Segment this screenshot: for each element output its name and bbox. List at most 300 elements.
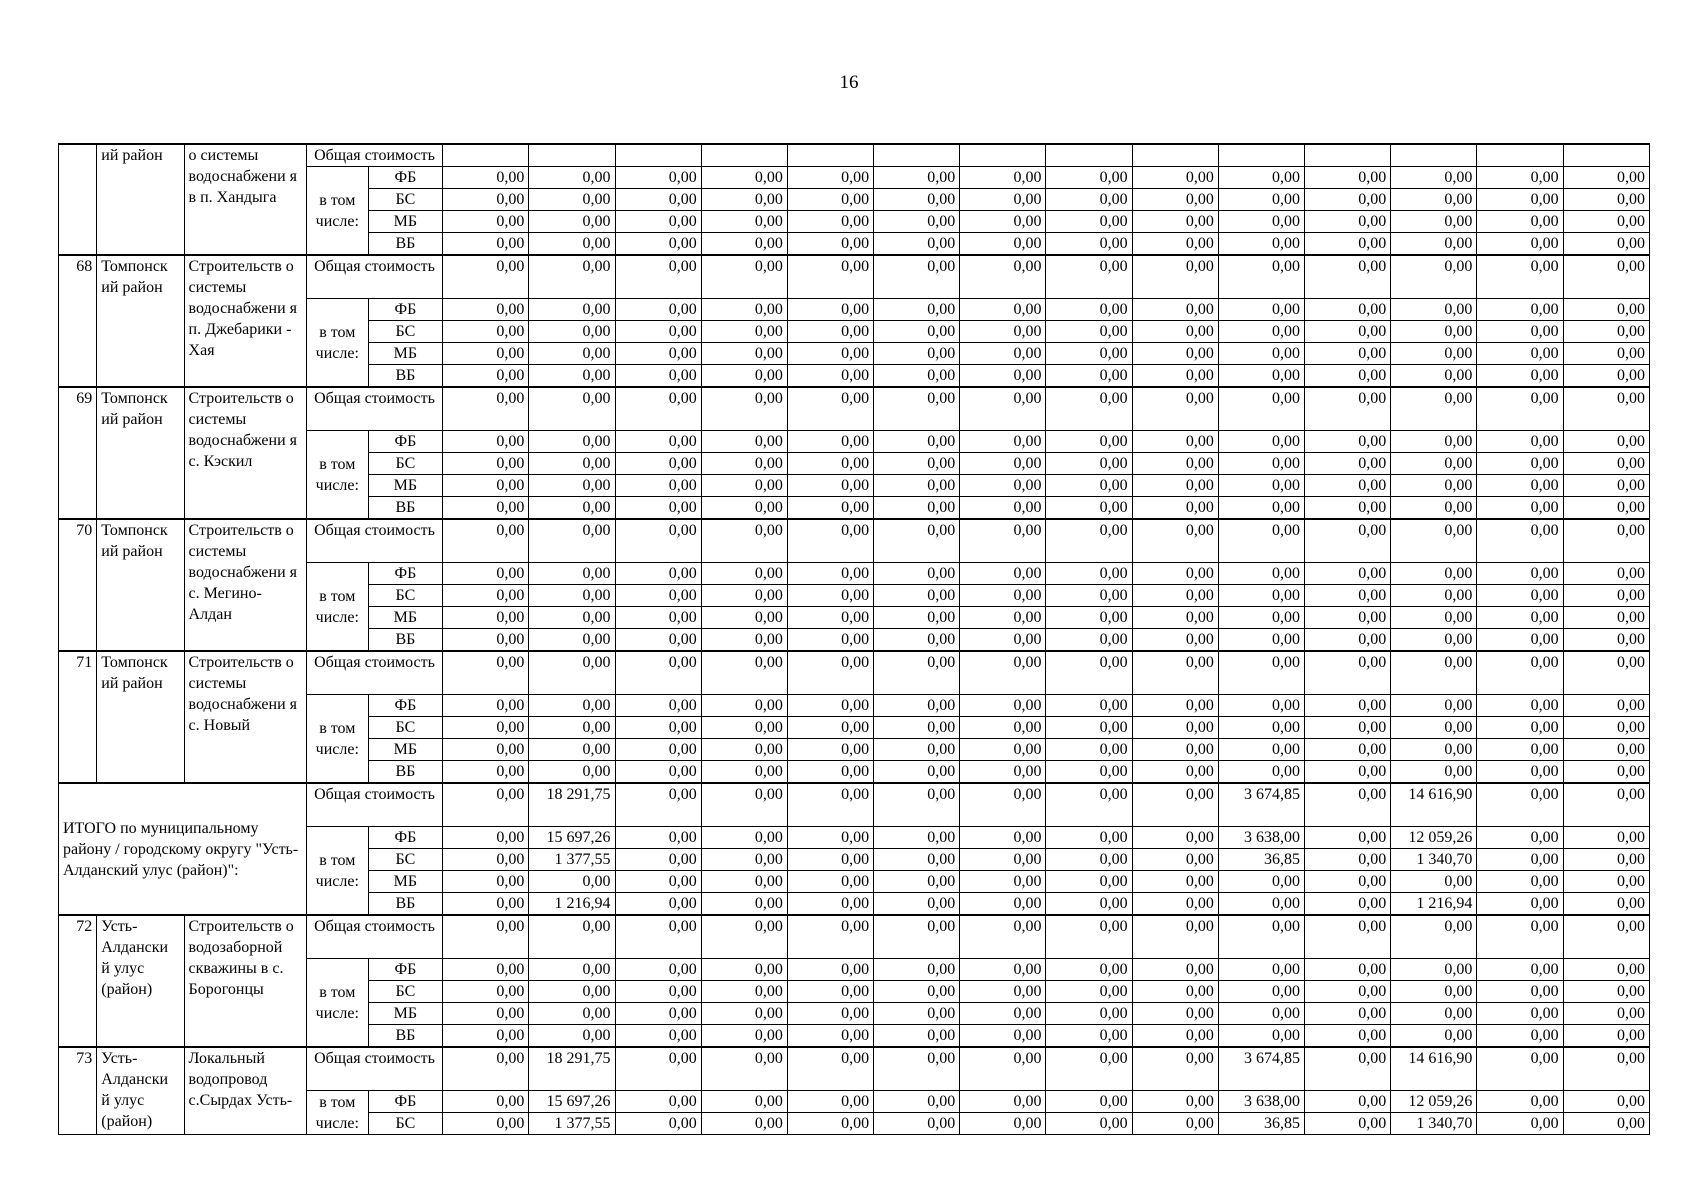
value-cell: 0,00	[874, 453, 960, 475]
value-cell: 0,00	[874, 1091, 960, 1113]
value-cell: 0,00	[1132, 189, 1218, 211]
total-cost-label: Общая стоимость	[306, 915, 442, 959]
value-cell: 0,00	[615, 783, 701, 827]
value-cell: 0,00	[615, 1025, 701, 1048]
value-cell: 0,00	[960, 1047, 1046, 1091]
funding-source-label: ФБ	[368, 959, 442, 981]
value-cell: 0,00	[787, 695, 873, 717]
value-cell: 0,00	[1477, 981, 1563, 1003]
value-cell: 0,00	[1563, 871, 1649, 893]
value-cell: 0,00	[701, 167, 787, 189]
value-cell: 0,00	[615, 1113, 701, 1135]
value-cell: 0,00	[1563, 651, 1649, 695]
value-cell: 0,00	[1132, 585, 1218, 607]
value-cell: 0,00	[1046, 783, 1132, 827]
value-cell: 0,00	[1391, 1003, 1477, 1025]
total-cost-label: Общая стоимость	[306, 144, 442, 167]
value-cell: 0,00	[1305, 893, 1391, 916]
value-cell: 0,00	[1218, 871, 1304, 893]
value-cell: 0,00	[874, 167, 960, 189]
funding-source-label: БС	[368, 849, 442, 871]
value-cell: 0,00	[1046, 871, 1132, 893]
value-cell: 0,00	[1218, 475, 1304, 497]
value-cell: 0,00	[1046, 1003, 1132, 1025]
value-cell: 0,00	[874, 1113, 960, 1135]
value-cell: 0,00	[787, 233, 873, 256]
value-cell: 0,00	[1391, 871, 1477, 893]
value-cell: 0,00	[1563, 959, 1649, 981]
value-cell: 0,00	[443, 343, 529, 365]
including-label: в том числе:	[306, 299, 368, 388]
value-cell: 0,00	[1563, 607, 1649, 629]
value-cell: 0,00	[1305, 1113, 1391, 1135]
value-cell: 1 216,94	[1391, 893, 1477, 916]
table-row	[59, 783, 1650, 827]
value-cell: 0,00	[443, 453, 529, 475]
value-cell: 0,00	[615, 189, 701, 211]
value-cell: 0,00	[787, 321, 873, 343]
value-cell: 0,00	[1563, 475, 1649, 497]
value-cell: 0,00	[443, 959, 529, 981]
funding-source-label: МБ	[368, 1003, 442, 1025]
value-cell: 0,00	[787, 387, 873, 431]
value-cell: 0,00	[529, 519, 615, 563]
value-cell: 0,00	[1218, 563, 1304, 585]
value-cell: 0,00	[1305, 607, 1391, 629]
value-cell: 0,00	[1305, 431, 1391, 453]
value-cell: 0,00	[443, 431, 529, 453]
funding-source-label: БС	[368, 189, 442, 211]
value-cell	[1477, 144, 1563, 167]
value-cell: 0,00	[874, 321, 960, 343]
value-cell: 0,00	[615, 849, 701, 871]
value-cell: 15 697,26	[529, 1091, 615, 1113]
value-cell: 0,00	[874, 585, 960, 607]
value-cell: 0,00	[701, 233, 787, 256]
funding-source-label: МБ	[368, 739, 442, 761]
value-cell: 0,00	[960, 233, 1046, 256]
value-cell: 0,00	[1477, 629, 1563, 652]
including-label: в том числе:	[306, 959, 368, 1048]
value-cell: 0,00	[1305, 915, 1391, 959]
value-cell: 0,00	[1132, 1025, 1218, 1048]
value-cell: 0,00	[787, 893, 873, 916]
value-cell: 0,00	[701, 717, 787, 739]
value-cell: 0,00	[1218, 1003, 1304, 1025]
value-cell: 0,00	[874, 827, 960, 849]
value-cell: 0,00	[1391, 167, 1477, 189]
value-cell: 0,00	[701, 783, 787, 827]
value-cell: 0,00	[1046, 1047, 1132, 1091]
value-cell: 0,00	[1305, 783, 1391, 827]
value-cell: 0,00	[1218, 981, 1304, 1003]
district-name: Томпонск ий район	[97, 651, 184, 783]
value-cell: 0,00	[701, 211, 787, 233]
value-cell: 0,00	[1218, 299, 1304, 321]
value-cell: 3 674,85	[1218, 1047, 1304, 1091]
value-cell: 0,00	[1563, 1047, 1649, 1091]
value-cell: 0,00	[1218, 255, 1304, 299]
value-cell: 0,00	[1046, 585, 1132, 607]
value-cell: 0,00	[1477, 1025, 1563, 1048]
value-cell: 0,00	[1563, 233, 1649, 256]
value-cell: 0,00	[1563, 211, 1649, 233]
value-cell: 0,00	[1046, 321, 1132, 343]
value-cell: 0,00	[529, 365, 615, 388]
including-label: в том числе:	[306, 695, 368, 784]
value-cell: 0,00	[1391, 651, 1477, 695]
value-cell: 0,00	[443, 739, 529, 761]
value-cell: 0,00	[701, 981, 787, 1003]
value-cell: 0,00	[1132, 431, 1218, 453]
value-cell: 0,00	[1477, 255, 1563, 299]
row-number: 69	[59, 387, 97, 519]
value-cell: 0,00	[615, 519, 701, 563]
value-cell: 0,00	[787, 299, 873, 321]
value-cell: 0,00	[960, 497, 1046, 520]
value-cell: 0,00	[1305, 343, 1391, 365]
value-cell: 0,00	[1477, 717, 1563, 739]
value-cell: 0,00	[1132, 453, 1218, 475]
budget-table-body	[59, 144, 1650, 1135]
value-cell: 0,00	[1305, 321, 1391, 343]
value-cell: 0,00	[1046, 563, 1132, 585]
value-cell: 0,00	[874, 189, 960, 211]
district-name: Томпонск ий район	[97, 255, 184, 387]
value-cell: 0,00	[874, 607, 960, 629]
value-cell: 0,00	[874, 849, 960, 871]
value-cell: 0,00	[1305, 1025, 1391, 1048]
value-cell: 0,00	[1218, 453, 1304, 475]
including-label: в том числе:	[306, 167, 368, 256]
value-cell: 0,00	[1132, 695, 1218, 717]
funding-source-label: ВБ	[368, 761, 442, 784]
value-cell: 0,00	[615, 387, 701, 431]
value-cell: 0,00	[1218, 1025, 1304, 1048]
value-cell: 0,00	[529, 1025, 615, 1048]
value-cell: 0,00	[960, 1003, 1046, 1025]
value-cell: 0,00	[960, 343, 1046, 365]
value-cell: 0,00	[529, 981, 615, 1003]
value-cell: 0,00	[1218, 211, 1304, 233]
value-cell: 0,00	[1477, 497, 1563, 520]
value-cell: 0,00	[615, 365, 701, 388]
value-cell: 0,00	[1046, 607, 1132, 629]
value-cell: 0,00	[1132, 783, 1218, 827]
value-cell: 18 291,75	[529, 1047, 615, 1091]
value-cell: 0,00	[1046, 343, 1132, 365]
value-cell: 0,00	[1046, 893, 1132, 916]
value-cell: 0,00	[443, 519, 529, 563]
total-cost-label: Общая стоимость	[306, 519, 442, 563]
value-cell: 0,00	[960, 739, 1046, 761]
row-number: 68	[59, 255, 97, 387]
funding-source-label: ФБ	[368, 167, 442, 189]
value-cell: 0,00	[615, 321, 701, 343]
value-cell: 0,00	[1477, 761, 1563, 784]
value-cell	[874, 144, 960, 167]
value-cell: 0,00	[1305, 189, 1391, 211]
district-name: Томпонск ий район	[97, 387, 184, 519]
value-cell: 0,00	[1132, 827, 1218, 849]
value-cell: 0,00	[615, 255, 701, 299]
value-cell: 0,00	[787, 453, 873, 475]
value-cell: 0,00	[1391, 387, 1477, 431]
value-cell: 0,00	[1305, 475, 1391, 497]
value-cell: 0,00	[529, 585, 615, 607]
value-cell: 0,00	[874, 915, 960, 959]
value-cell: 0,00	[1477, 453, 1563, 475]
value-cell: 0,00	[701, 849, 787, 871]
value-cell: 0,00	[787, 959, 873, 981]
value-cell: 0,00	[443, 761, 529, 784]
value-cell: 0,00	[1563, 519, 1649, 563]
value-cell: 0,00	[615, 233, 701, 256]
value-cell: 0,00	[1563, 343, 1649, 365]
value-cell: 0,00	[1305, 959, 1391, 981]
value-cell: 0,00	[1391, 497, 1477, 520]
value-cell: 0,00	[701, 761, 787, 784]
value-cell: 0,00	[701, 497, 787, 520]
value-cell: 0,00	[874, 365, 960, 388]
value-cell: 0,00	[874, 211, 960, 233]
value-cell: 0,00	[1218, 629, 1304, 652]
value-cell: 0,00	[1305, 387, 1391, 431]
value-cell: 0,00	[1563, 893, 1649, 916]
value-cell: 0,00	[1046, 915, 1132, 959]
value-cell: 0,00	[960, 475, 1046, 497]
value-cell: 0,00	[960, 1091, 1046, 1113]
value-cell: 0,00	[1391, 519, 1477, 563]
value-cell: 0,00	[787, 871, 873, 893]
value-cell: 0,00	[960, 189, 1046, 211]
funding-source-label: БС	[368, 1113, 442, 1135]
value-cell: 0,00	[529, 387, 615, 431]
value-cell: 0,00	[1305, 585, 1391, 607]
value-cell: 0,00	[529, 343, 615, 365]
value-cell: 0,00	[443, 563, 529, 585]
value-cell: 0,00	[529, 233, 615, 256]
value-cell: 0,00	[1132, 981, 1218, 1003]
funding-source-label: МБ	[368, 475, 442, 497]
district-name: Усть- Алдански й улус (район)	[97, 915, 184, 1047]
value-cell: 0,00	[1563, 761, 1649, 784]
value-cell: 0,00	[787, 1113, 873, 1135]
value-cell: 0,00	[443, 255, 529, 299]
value-cell: 0,00	[443, 475, 529, 497]
value-cell: 0,00	[529, 167, 615, 189]
value-cell: 0,00	[529, 739, 615, 761]
value-cell: 0,00	[874, 871, 960, 893]
value-cell: 0,00	[443, 783, 529, 827]
value-cell: 1 377,55	[529, 1113, 615, 1135]
value-cell: 0,00	[1132, 233, 1218, 256]
value-cell: 0,00	[529, 607, 615, 629]
value-cell: 0,00	[1305, 651, 1391, 695]
value-cell: 0,00	[1477, 299, 1563, 321]
value-cell: 0,00	[529, 453, 615, 475]
value-cell: 0,00	[1132, 1047, 1218, 1091]
value-cell: 0,00	[1391, 607, 1477, 629]
value-cell: 0,00	[1046, 233, 1132, 256]
value-cell: 0,00	[960, 453, 1046, 475]
value-cell: 0,00	[443, 849, 529, 871]
value-cell: 0,00	[443, 387, 529, 431]
value-cell: 0,00	[787, 585, 873, 607]
value-cell: 0,00	[874, 299, 960, 321]
value-cell: 0,00	[960, 893, 1046, 916]
value-cell: 0,00	[787, 1025, 873, 1048]
value-cell: 0,00	[1477, 849, 1563, 871]
value-cell: 0,00	[1046, 475, 1132, 497]
value-cell: 0,00	[874, 343, 960, 365]
value-cell: 0,00	[1305, 453, 1391, 475]
funding-source-label: ФБ	[368, 299, 442, 321]
value-cell: 0,00	[615, 761, 701, 784]
value-cell: 0,00	[443, 893, 529, 916]
value-cell: 0,00	[787, 915, 873, 959]
value-cell: 0,00	[1305, 739, 1391, 761]
value-cell: 0,00	[1563, 1003, 1649, 1025]
value-cell: 0,00	[960, 365, 1046, 388]
value-cell: 0,00	[1391, 629, 1477, 652]
value-cell: 0,00	[1563, 1025, 1649, 1048]
value-cell: 0,00	[787, 343, 873, 365]
value-cell: 0,00	[960, 651, 1046, 695]
value-cell: 0,00	[529, 651, 615, 695]
value-cell: 0,00	[1305, 849, 1391, 871]
value-cell: 0,00	[443, 981, 529, 1003]
value-cell: 0,00	[1305, 1091, 1391, 1113]
value-cell: 0,00	[443, 211, 529, 233]
value-cell: 0,00	[1563, 497, 1649, 520]
value-cell: 0,00	[615, 1003, 701, 1025]
value-cell: 0,00	[960, 695, 1046, 717]
value-cell: 0,00	[960, 563, 1046, 585]
value-cell: 0,00	[874, 519, 960, 563]
funding-source-label: ФБ	[368, 827, 442, 849]
including-label: в том числе:	[306, 431, 368, 520]
value-cell: 0,00	[1218, 607, 1304, 629]
total-cost-label: Общая стоимость	[306, 1047, 442, 1091]
value-cell: 0,00	[1305, 167, 1391, 189]
value-cell: 0,00	[1391, 453, 1477, 475]
value-cell: 0,00	[615, 607, 701, 629]
value-cell: 0,00	[960, 629, 1046, 652]
funding-source-label: БС	[368, 981, 442, 1003]
value-cell: 0,00	[874, 1025, 960, 1048]
value-cell: 0,00	[701, 387, 787, 431]
value-cell: 0,00	[960, 783, 1046, 827]
value-cell: 0,00	[1046, 849, 1132, 871]
value-cell: 0,00	[1391, 233, 1477, 256]
value-cell: 0,00	[443, 167, 529, 189]
table-row	[59, 387, 1650, 431]
total-label: ИТОГО по муниципальному району / городскому округу "Усть-Алданский улус (район)":	[59, 783, 307, 915]
value-cell: 0,00	[701, 959, 787, 981]
value-cell: 0,00	[787, 167, 873, 189]
budget-table	[58, 143, 1650, 1135]
value-cell: 0,00	[701, 607, 787, 629]
value-cell: 0,00	[1391, 211, 1477, 233]
value-cell: 0,00	[1477, 871, 1563, 893]
value-cell	[1218, 144, 1304, 167]
funding-source-label: БС	[368, 453, 442, 475]
value-cell: 0,00	[1563, 1091, 1649, 1113]
value-cell: 0,00	[701, 431, 787, 453]
including-label: в том числе:	[306, 1091, 368, 1135]
value-cell: 0,00	[443, 827, 529, 849]
value-cell: 0,00	[960, 871, 1046, 893]
value-cell: 0,00	[874, 1047, 960, 1091]
value-cell: 0,00	[1477, 739, 1563, 761]
value-cell: 0,00	[787, 1091, 873, 1113]
value-cell: 0,00	[960, 167, 1046, 189]
value-cell: 0,00	[1305, 981, 1391, 1003]
table-row	[59, 144, 1650, 167]
total-cost-label: Общая стоимость	[306, 783, 442, 827]
value-cell: 0,00	[787, 739, 873, 761]
value-cell: 0,00	[1132, 871, 1218, 893]
value-cell: 0,00	[529, 629, 615, 652]
value-cell: 0,00	[529, 255, 615, 299]
funding-source-label: МБ	[368, 211, 442, 233]
value-cell: 0,00	[1218, 761, 1304, 784]
value-cell: 0,00	[960, 607, 1046, 629]
value-cell: 0,00	[1046, 827, 1132, 849]
value-cell: 0,00	[701, 519, 787, 563]
district-name: Усть- Алдански й улус (район)	[97, 1047, 184, 1135]
value-cell: 0,00	[701, 651, 787, 695]
funding-source-label: ВБ	[368, 629, 442, 652]
value-cell: 0,00	[1046, 299, 1132, 321]
value-cell: 0,00	[1132, 629, 1218, 652]
value-cell: 0,00	[874, 387, 960, 431]
value-cell: 0,00	[1391, 189, 1477, 211]
funding-source-label: ВБ	[368, 365, 442, 388]
value-cell: 0,00	[960, 761, 1046, 784]
value-cell: 0,00	[1046, 695, 1132, 717]
value-cell: 0,00	[787, 475, 873, 497]
value-cell: 0,00	[1477, 959, 1563, 981]
value-cell: 0,00	[615, 167, 701, 189]
value-cell: 0,00	[1477, 651, 1563, 695]
value-cell: 3 638,00	[1218, 827, 1304, 849]
funding-source-label: БС	[368, 585, 442, 607]
value-cell: 14 616,90	[1391, 783, 1477, 827]
value-cell: 0,00	[1132, 255, 1218, 299]
value-cell	[443, 144, 529, 167]
value-cell: 0,00	[1132, 299, 1218, 321]
value-cell: 0,00	[1391, 695, 1477, 717]
value-cell: 0,00	[615, 695, 701, 717]
value-cell: 0,00	[1132, 893, 1218, 916]
value-cell: 0,00	[701, 475, 787, 497]
value-cell: 0,00	[787, 651, 873, 695]
value-cell: 0,00	[529, 497, 615, 520]
value-cell: 0,00	[1391, 1025, 1477, 1048]
value-cell: 0,00	[960, 255, 1046, 299]
value-cell: 0,00	[1391, 585, 1477, 607]
value-cell: 0,00	[1477, 519, 1563, 563]
value-cell: 0,00	[615, 497, 701, 520]
value-cell: 0,00	[960, 1113, 1046, 1135]
value-cell: 0,00	[701, 343, 787, 365]
value-cell: 0,00	[1477, 563, 1563, 585]
value-cell: 0,00	[529, 563, 615, 585]
value-cell: 0,00	[1391, 343, 1477, 365]
value-cell: 0,00	[960, 585, 1046, 607]
